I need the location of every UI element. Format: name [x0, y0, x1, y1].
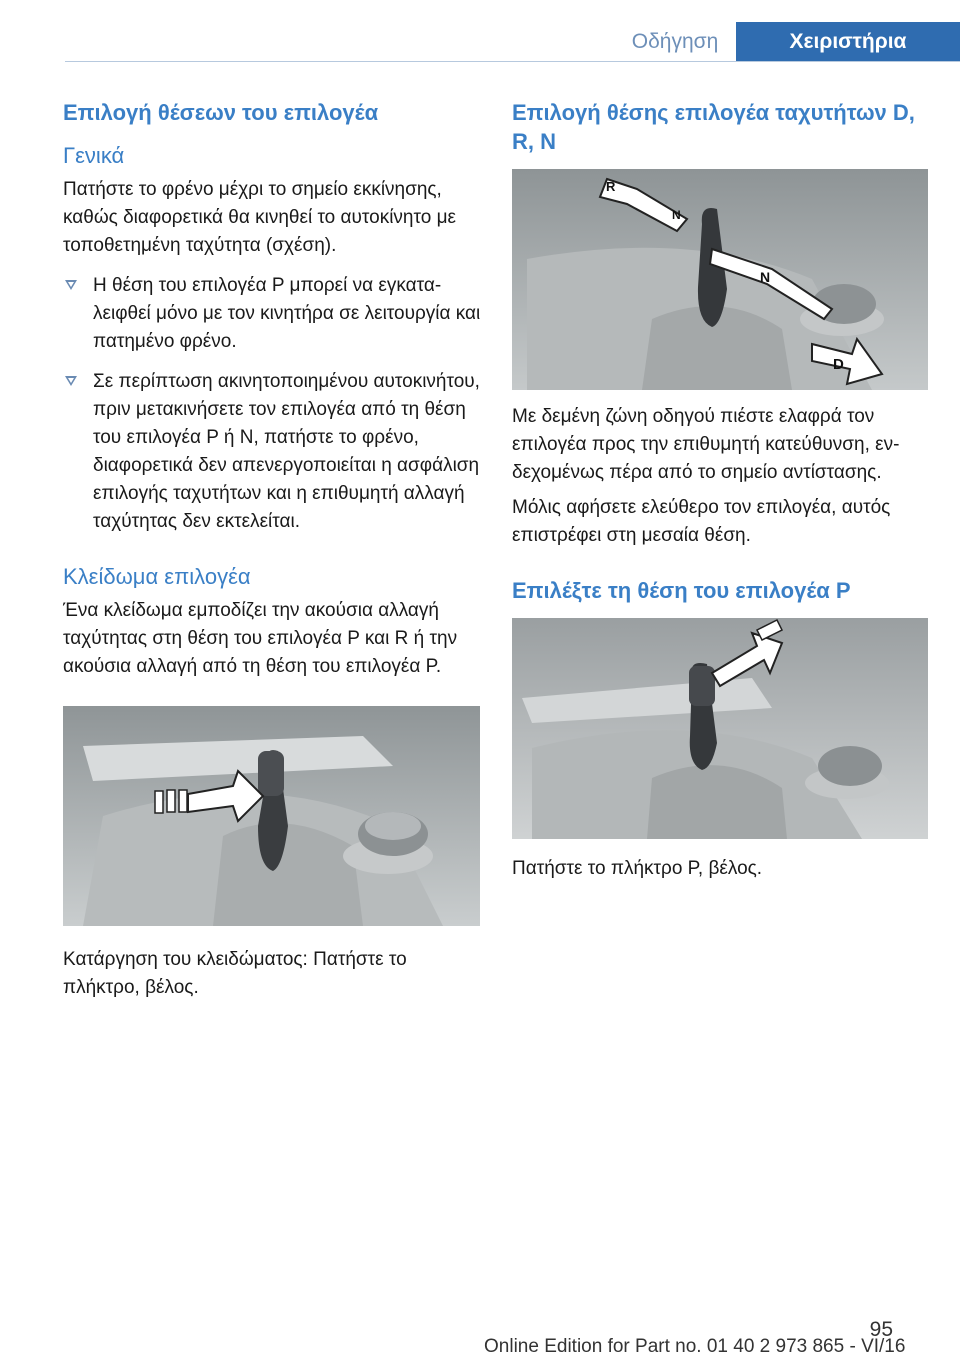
header-chapter-tab[interactable]: Χειριστήρια	[736, 22, 960, 62]
park-button-image	[512, 618, 928, 839]
lock-heading: Κλείδωμα επιλογέα	[63, 564, 251, 589]
drn-instruction-text: Με δεμένη ζώνη οδηγού πιέστε ελαφρά τον επιλογέα προς την επιθυμητή κατεύθυνση, ενδεχομένως πέρα από το σημείο αντίστασης.	[512, 406, 900, 483]
gear-label-r: R	[606, 179, 616, 194]
drn-release-text: Μόλις αφήσετε ελεύθερο τον επιλογέα, αυτός επιστρέφει στη μεσαία θέση.	[512, 497, 891, 546]
general-text: Πατήστε το φρένο μέχρι το σημείο εκκίνησης, καθώς διαφορετικά θα κινηθεί το αυτοκίνητο με τοποθετημένη ταχύτητα (σχέση).	[63, 179, 456, 256]
gear-label-n-lower: N	[760, 269, 771, 285]
bullet-text-2: Σε περίπτωση ακινητοποιημένου αυτοκινήτου, πριν μετακινήσετε τον επιλογέα από τη θέση του επιλογέα P ή N, πατήστε το φρένο, διαφορετικά δεν απενεργοποιείται η ασφάλιση επιλογής ταχυτήτων και η επιθυμητή αλλαγή ταχύτητας δεν εκτελείται.	[93, 371, 480, 532]
triangle-bullet-icon	[65, 280, 77, 290]
triangle-bullet-icon	[65, 376, 77, 386]
right-column	[512, 98, 930, 883]
left-column	[63, 98, 483, 1002]
general-heading: Γενικά	[63, 143, 125, 168]
header-rule	[65, 61, 960, 62]
bullet-item-1	[63, 272, 483, 356]
p-heading: Επιλέξτε τη θέση του επιλογέα P	[512, 578, 851, 603]
header-section-tab[interactable]: Οδήγηση	[615, 22, 735, 62]
bullet-item-2	[63, 368, 483, 536]
selector-lock-image	[63, 706, 480, 926]
bullet-text-1: Η θέση του επιλογέα P μπορεί να εγκαταλειφθεί μόνο με τον κινητήρα σε λειτουργία και πατημένο φρένο.	[93, 275, 481, 352]
p-caption: Πατήστε το πλήκτρο P, βέλος.	[512, 858, 763, 879]
gear-label-n-upper: N	[672, 208, 681, 222]
unlock-caption: Κατάργηση του κλειδώματος: Πατήστε το πλήκτρο, βέλος.	[63, 949, 407, 998]
page-number: 95	[869, 1318, 893, 1341]
gear-selection-image	[512, 169, 928, 390]
footer-edition: Online Edition for Part no. 01 40 2 973 865 - VI/16	[484, 1336, 906, 1357]
gear-label-d: D	[833, 356, 844, 373]
lock-text: Ένα κλείδωμα εμποδίζει την ακούσια αλλαγή ταχύτητας στη θέση του επιλογέα P και R ή την ακούσια αλλαγή από τη θέση του επιλογέα P.	[63, 600, 458, 677]
drn-heading: Επιλογή θέσης επιλογέα ταχυτήτων D, R, N	[512, 100, 915, 154]
section-title: Επιλογή θέσεων του επιλογέα	[63, 100, 379, 125]
